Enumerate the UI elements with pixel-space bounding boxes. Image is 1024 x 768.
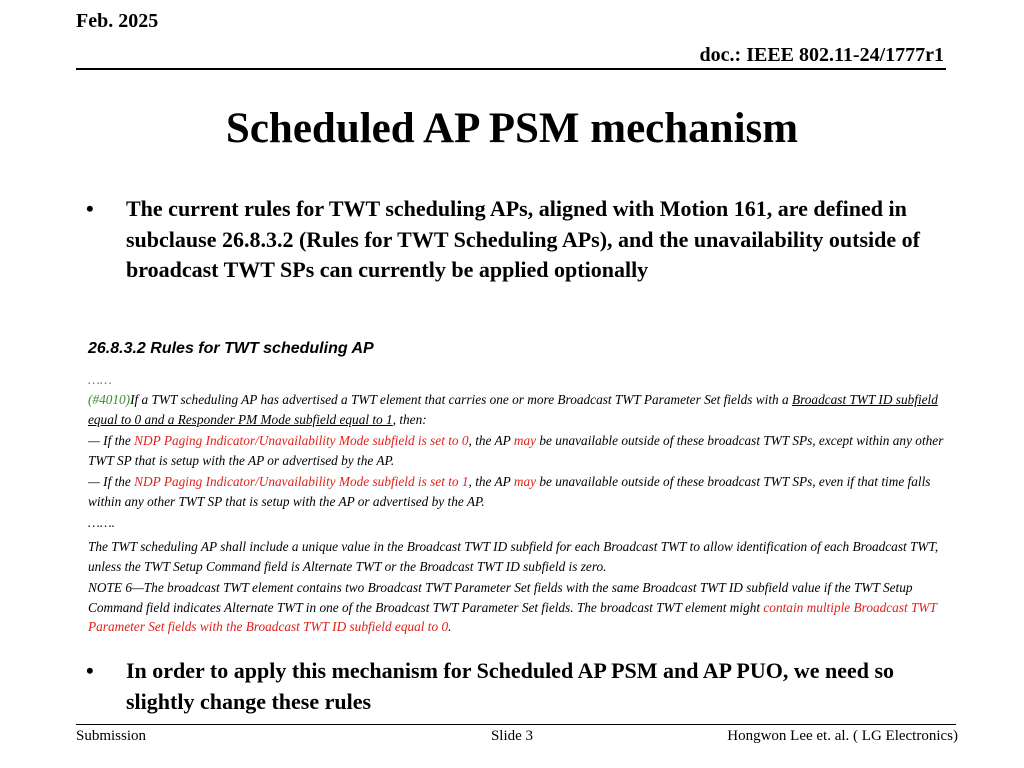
spec-note-6: NOTE 6—The broadcast TWT element contains two Broadcast TWT Parameter Set fields with the same Broadcast TWT ID subfield value if the TWT Setup Command field indicates Alternate TWT in one of the Broadcast TWT Parameter Set fields. The broadcast TWT element might contain multiple Broadcast TWT Parameter Set fields with the Broadcast TWT ID subfield equal to 0.	[88, 580, 937, 634]
bullet-marker: •	[86, 658, 94, 683]
spec-rule-mode-1: — If the NDP Paging Indicator/Unavailability Mode subfield is set to 1, the AP may be unavailable outside of these broadcast TWT SPs, even if that time falls within any other TWT SP that is setup with the AP or advertised by the AP.	[88, 474, 931, 509]
spec-highlight: NDP Paging Indicator/Unavailability Mode subfield is set to 0	[134, 433, 469, 448]
spec-ellipsis: …….	[88, 515, 115, 530]
footer-slide-number: Slide 3	[490, 728, 534, 744]
spec-highlight: contain multiple Broadcast TWT Parameter Set fields with the Broadcast TWT ID subfield equal to 0	[88, 599, 937, 634]
footer-authors: Hongwon Lee et. al. ( LG Electronics)	[727, 728, 958, 744]
slide-title: Scheduled AP PSM mechanism	[225, 105, 799, 152]
spec-highlight: may	[513, 474, 537, 489]
spec-highlight: may	[513, 433, 537, 448]
spec-underlined-condition: Broadcast TWT ID subfield equal to 0 and a Responder PM Mode subfield equal to 1	[88, 392, 938, 427]
spec-paragraph-condition: (#4010)If a TWT scheduling AP has advertised a TWT element that carries one or more Broadcast TWT Parameter Set fields with a Broadcast TWT ID subfield equal to 0 and a Responder PM Mode subfield equal to 1, then:	[88, 392, 938, 427]
header-divider	[76, 68, 946, 70]
bullet-text-apply-mechanism: In order to apply this mechanism for Scheduled AP PSM and AP PUO, we need so slightly change these rules	[126, 658, 895, 714]
bullet-marker: •	[86, 196, 94, 221]
footer-submission: Submission	[76, 728, 147, 744]
header-doc-id: doc.: IEEE 802.11-24/1777r1	[699, 44, 944, 66]
spec-highlight: NDP Paging Indicator/Unavailability Mode subfield is set to 1	[134, 474, 469, 489]
spec-rule-mode-0: — If the NDP Paging Indicator/Unavailability Mode subfield is set to 0, the AP may be unavailable outside of these broadcast TWT SPs, except within any other TWT SP that is setup with the AP or advertised by the AP.	[88, 433, 944, 468]
spec-ellipsis: ……	[88, 372, 112, 387]
header-date: Feb. 2025	[76, 10, 159, 32]
spec-change-tag: (#4010)	[88, 392, 131, 407]
bullet-text-current-rules: The current rules for TWT scheduling APs, aligned with Motion 161, are defined in subclause 26.8.3.2 (Rules for TWT Scheduling APs), and the unavailability outside of broadcast TWT SPs can currently be applied optionally	[126, 196, 920, 282]
spec-paragraph-unique-id: The TWT scheduling AP shall include a unique value in the Broadcast TWT ID subfield for each Broadcast TWT to allow identification of each Broadcast TWT, unless the TWT Setup Command field is Alternate TWT or the Broadcast TWT ID subfield is zero.	[88, 539, 939, 574]
spec-heading: 26.8.3.2 Rules for TWT scheduling AP	[88, 340, 374, 357]
footer-divider	[76, 724, 956, 725]
